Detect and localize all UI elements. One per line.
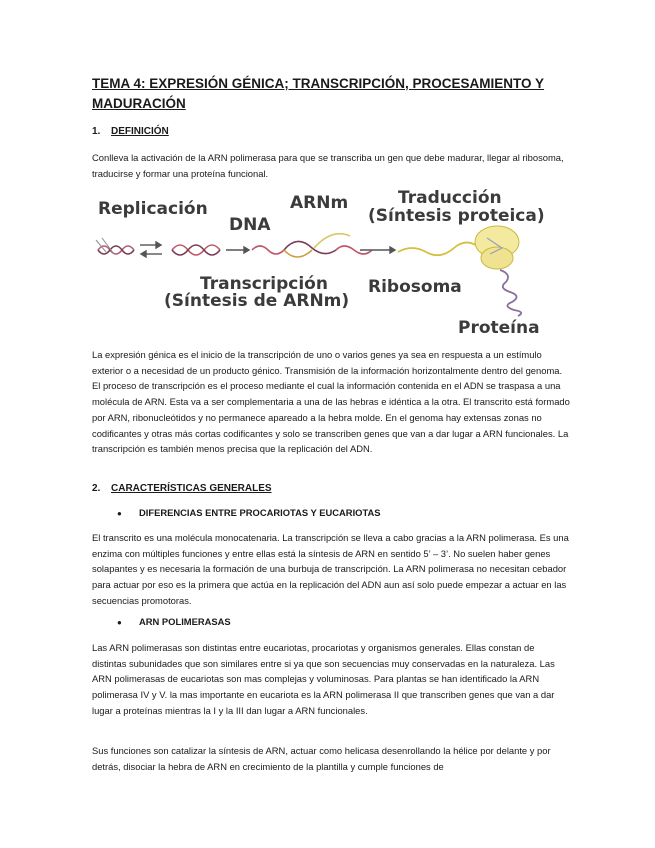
bullet-icon: ● <box>117 618 122 627</box>
label-transcripcion: Transcripción <box>200 274 328 294</box>
section-number: 1. <box>92 126 101 137</box>
bullet-diferencias <box>117 507 381 518</box>
paragraph-transcrito: El transcrito es una molécula monocatenaria. La transcripción se lleva a cabo gracias a la ARN polimerasa. Es una enzima con múltiples funciones y entre ellas está la síntesis de ARN en sentido 5’ – 3’. No suelen haber genes solapantes y es necesaria la formación de una burbuja de transcripción. La ARN polimerasa no necesitan cebador para actuar por eso es la primera que actúa en la replicación del ADN aun así solo puede empezar a actuar en las secuencias promotoras. <box>92 532 569 606</box>
bullet-arn-polimerasas <box>117 616 231 627</box>
dna-transcription-arrow-icon <box>226 247 249 253</box>
intro-paragraph: Conlleva la activación de la ARN polimerasa para que se transcriba un gen que debe madurar, llegar al ribosoma, traducirse y formar una proteína funcional. <box>92 152 564 179</box>
section-title: DEFINICIÓN <box>111 126 169 137</box>
body-paragraph: La expresión génica es el inicio de la transcripción de uno o varios genes ya sea en respuesta a un estímulo exterior o a necesidad de un producto génico. Transmisión de la información horizontalmente dentro del genoma. El proceso de transcripción es el proceso mediante el cual la información contenida en el ADN se traspasa a una molécula de ARN. Esta va a ser complementaria a una de las hebras e idéntica a la otra. El transcrito está formado por ARN, ribonucleótidos y no permanece apareado a la hebra molde. En el genoma hay extensas zonas no codificantes y otras más cortas codificantes y solo se transcriben genes que van a dar lugar a ARN funcionales. La transcripción es también menos precisa que la replicación del ADN. <box>92 349 570 455</box>
section-number: 2. <box>92 483 101 494</box>
section-heading-caracteristicas <box>92 483 272 494</box>
paragraph-polimerasas: Las ARN polimerasas son distintas entre eucariotas, procariotas y organismos generales. Ellas constan de distintas subunidades que son similares entre si ya que son secuencias muy conservadas en la naturaleza. Las ARN polimerasas de eucariotas son mas complejas y voluminosas. Para plantas se han identificado la ARN polimerasa IV y V. la mas importante en eucariota es la ARN polimerasa II que transcriben genes que van a dar lugar a proteínas mientras la I y la III dan lugar a ARN funcionales. <box>92 642 555 716</box>
section-heading-definicion <box>92 126 169 137</box>
replication-arrows-icon <box>140 242 162 257</box>
page-title: TEMA 4: EXPRESIÓN GÉNICA; TRANSCRIPCIÓN, PROCESAMIENTO Y MADURACIÓN <box>92 76 545 111</box>
label-traduccion: Traducción <box>398 188 502 208</box>
label-sintesis-proteica: (Síntesis proteica) <box>368 206 545 226</box>
bullet-icon: ● <box>117 509 122 518</box>
gene-expression-diagram <box>92 188 562 338</box>
section-title: CARACTERÍSTICAS GENERALES <box>111 483 272 494</box>
dna-helix-icon <box>172 245 220 255</box>
label-ribosoma: Ribosoma <box>368 277 462 297</box>
mrna-strand-icon <box>398 242 482 255</box>
label-arnm: ARNm <box>290 193 349 213</box>
bullet-label: DIFERENCIAS ENTRE PROCARIOTAS Y EUCARIOTAS <box>139 507 381 518</box>
transcription-bubble-icon <box>252 234 372 257</box>
label-replicacion: Replicación <box>98 199 208 219</box>
replication-dna-icon <box>96 238 134 254</box>
label-dna: DNA <box>229 215 271 235</box>
label-proteina: Proteína <box>458 318 540 338</box>
bullet-label: ARN POLIMERASAS <box>139 616 231 627</box>
paragraph-funciones: Sus funciones son catalizar la síntesis de ARN, actuar como helicasa desenrollando la hélice por delante y por detrás, disociar la hebra de ARN en crecimiento de la plantilla y cumple funciones de <box>92 745 551 772</box>
arn-arrow-icon <box>360 247 395 253</box>
ribosome-icon <box>475 226 519 269</box>
label-sintesis-arnm: (Síntesis de ARNm) <box>164 291 350 311</box>
protein-chain-icon <box>500 270 521 316</box>
